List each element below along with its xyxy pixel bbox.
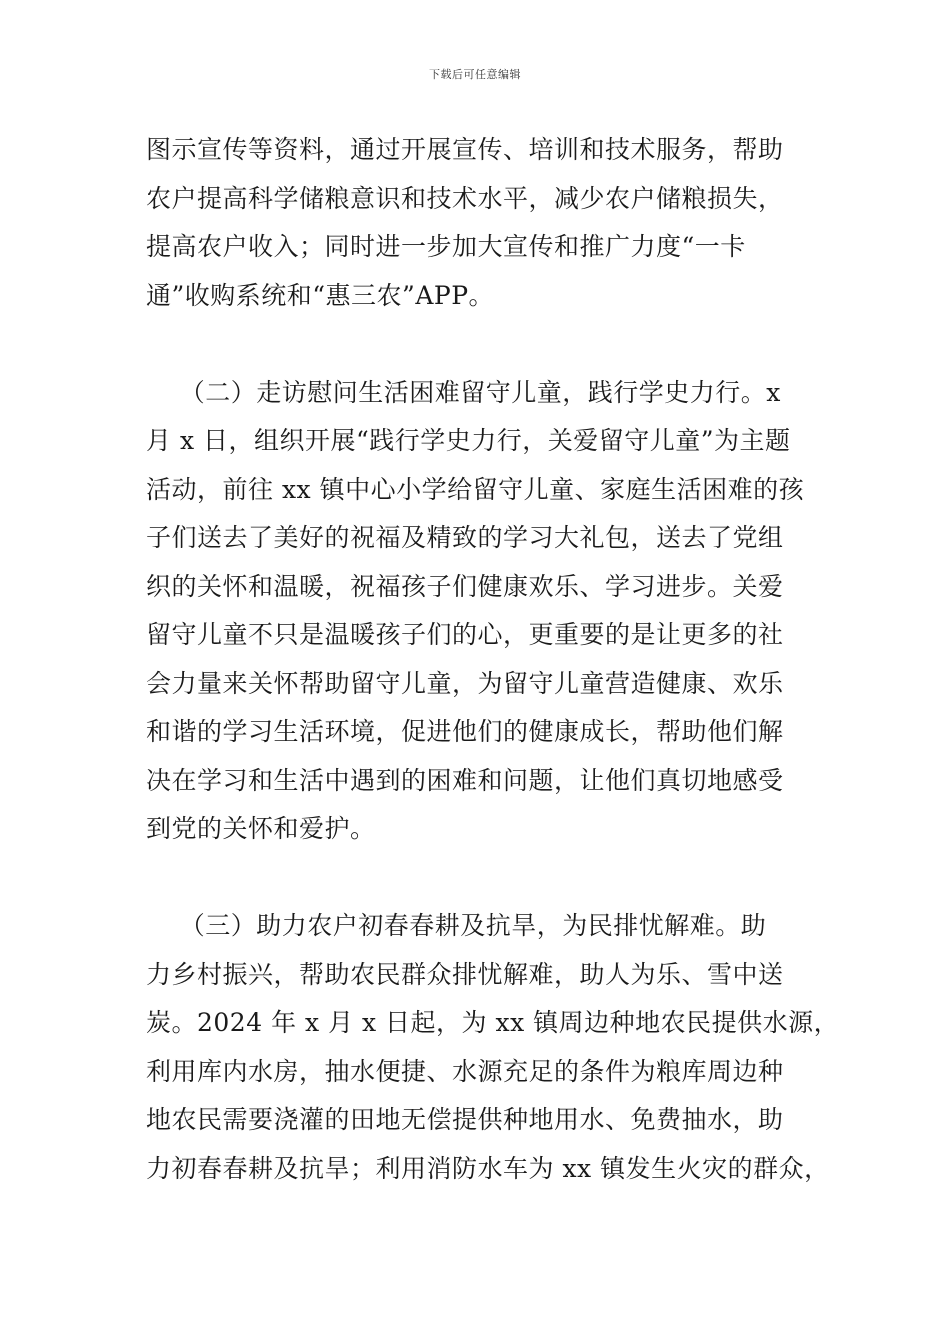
- paragraph-spacer: [146, 320, 826, 369]
- paragraph-section-3: [146, 902, 840, 1193]
- text-line: 利用库内水房，抽水便捷、水源充足的条件为粮库周边种: [146, 1056, 784, 1086]
- text-line: 月 x 日，组织开展“践行学史力行，关爱留守儿童”为主题: [146, 426, 791, 455]
- paragraph-spacer: [146, 854, 826, 903]
- text-line: 力乡村振兴，帮助农民群众排忧解难，助人为乐、雪中送: [146, 959, 784, 989]
- text-line: 到党的关怀和爱护。: [146, 814, 376, 843]
- text-line: 和谐的学习生活环境，促进他们的健康成长，帮助他们解: [146, 717, 784, 746]
- text-line: 炭。2024 年 x 月 x 日起，为 xx 镇周边种地农民提供水源，: [146, 1008, 840, 1037]
- text-line: 图示宣传等资料，通过开展宣传、培训和技术服务，帮助: [146, 135, 784, 164]
- paragraph-intro: [146, 126, 826, 320]
- text-line: 决在学习和生活中遇到的困难和问题，让他们真切地感受: [146, 765, 784, 795]
- text-line: （三）助力农户初春春耕及抗旱，为民排忧解难。助: [146, 911, 767, 940]
- text-line: 留守儿童不只是温暖孩子们的心，更重要的是让更多的社: [146, 620, 784, 649]
- document-body: [146, 126, 840, 1193]
- text-line: 织的关怀和温暖，祝福孩子们健康欢乐、学习进步。关爱: [146, 571, 784, 601]
- paragraph-section-2: [146, 369, 826, 854]
- text-line: 会力量来关怀帮助留守儿童，为留守儿童营造健康、欢乐: [146, 668, 784, 698]
- text-line: 活动，前往 xx 镇中心小学给留守儿童、家庭生活困难的孩: [146, 474, 805, 504]
- text-line: （二）走访慰问生活困难留守儿童，践行学史力行。x: [146, 377, 781, 407]
- text-line: 通”收购系统和“惠三农”APP。: [146, 280, 495, 310]
- text-line: 力初春春耕及抗旱；利用消防水车为 xx 镇发生火灾的群众，: [146, 1153, 830, 1183]
- text-line: 农户提高科学储粮意识和技术水平，减少农户储粮损失，: [146, 183, 784, 213]
- text-line: 子们送去了美好的祝福及精致的学习大礼包，送去了党组: [146, 523, 784, 552]
- page-header: 下载后可任意编辑: [429, 68, 521, 81]
- text-line: 提高农户收入；同时进一步加大宣传和推广力度“一卡: [146, 232, 746, 261]
- text-line: 地农民需要浇灌的田地无偿提供种地用水、免费抽水，助: [146, 1105, 784, 1134]
